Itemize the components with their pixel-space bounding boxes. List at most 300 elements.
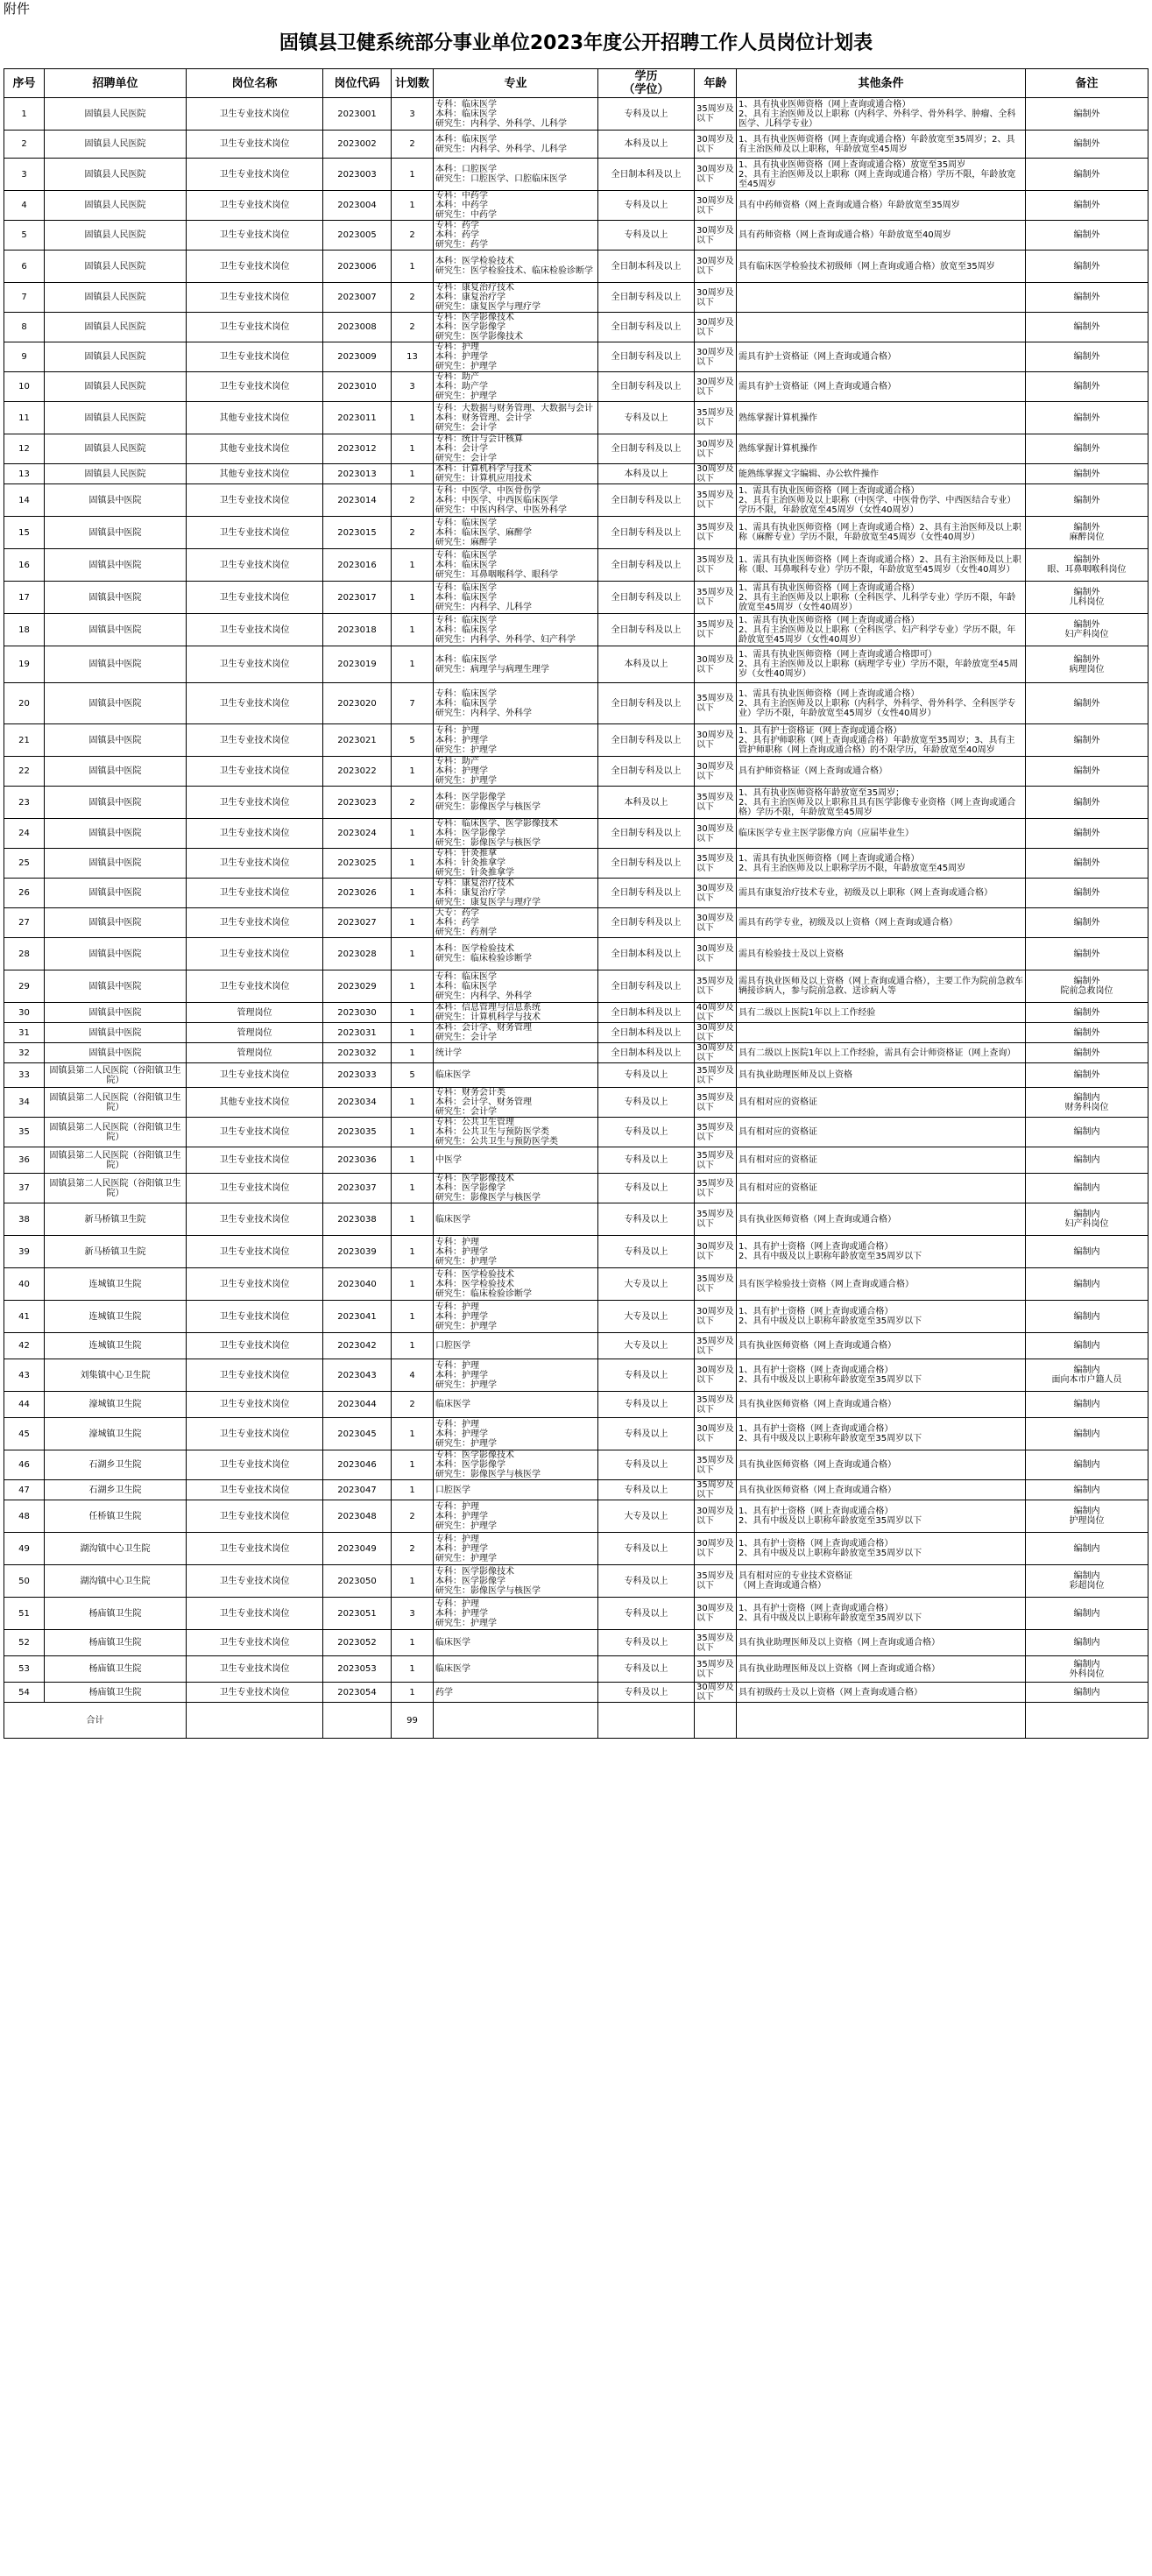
cell-major: 专科：助产 本科：护理学 研究生：护理学 [434,757,598,787]
cell-seq: 5 [4,221,45,251]
cell-seq: 11 [4,402,45,434]
cell-post: 卫生专业技术岗位 [187,879,323,908]
table-row [4,464,1148,484]
cell-post: 卫生专业技术岗位 [187,1533,323,1565]
cell-plan: 2 [392,787,434,819]
cell-education: 全日制专科及以上 [598,724,695,757]
cell-age: 30周岁及以下 [695,342,737,372]
cell-remarks: 编制外 [1026,724,1148,757]
cell-unit: 任桥镇卫生院 [45,1500,187,1533]
cell-post: 卫生专业技术岗位 [187,1450,323,1480]
table-row [4,582,1148,614]
cell-conditions: 具有二级以上医院1年以上工作经验，需具有会计师资格证（网上查询） [737,1043,1026,1063]
cell-conditions: 1、需具有执业医师资格（网上查询或通合格） 2、具有主治医师及以上职称（内科学、外科学、骨外科学、全科医学专业）学历不限，年龄放宽至45周岁（女性40周岁） [737,683,1026,724]
cell-plan: 3 [392,98,434,131]
cell-unit: 固镇县中医院 [45,683,187,724]
table-row [4,434,1148,464]
table-row [4,1359,1148,1392]
cell-seq: 18 [4,614,45,646]
cell-plan: 1 [392,1656,434,1683]
table-row [4,1630,1148,1656]
cell-conditions: 1、需具有执业医师资格（网上查询或通合格）2、具有主治医师及以上职称（眼、耳鼻喉科专业）学历不限，年龄放宽至45周岁（女性40周岁） [737,549,1026,582]
cell-post: 卫生专业技术岗位 [187,849,323,879]
empty-cell [323,1703,392,1739]
cell-major: 专科：临床医学、医学影像技术 本科：医学影像学 研究生：影像医学与核医学 [434,819,598,849]
cell-remarks: 编制内 [1026,1450,1148,1480]
cell-conditions: 需具有药学专业，初级及以上资格（网上查询或通合格） [737,908,1026,938]
cell-remarks: 编制外 [1026,402,1148,434]
cell-code: 2023043 [323,1359,392,1392]
cell-seq: 45 [4,1418,45,1450]
cell-age: 40周岁及以下 [695,1003,737,1023]
cell-remarks: 编制内 财务科岗位 [1026,1088,1148,1118]
cell-remarks: 编制内 [1026,1333,1148,1359]
cell-remarks: 编制内 [1026,1683,1148,1703]
cell-education: 大专及以上 [598,1500,695,1533]
cell-major: 本科：医学影像学 研究生：影像医学与核医学 [434,787,598,819]
table-row [4,849,1148,879]
cell-education: 全日制本科及以上 [598,159,695,191]
cell-remarks: 编制内 妇产科岗位 [1026,1203,1148,1236]
table-header-row [4,69,1148,98]
cell-post: 其他专业技术岗位 [187,464,323,484]
cell-seq: 34 [4,1088,45,1118]
cell-education: 专科及以上 [598,1174,695,1203]
table-row [4,131,1148,159]
cell-major: 专科：中医学、中医骨伤学 本科：中医学、中西医临床医学 研究生：中医内科学、中医外科学 [434,484,598,517]
cell-unit: 固镇县人民医院 [45,464,187,484]
cell-remarks: 编制外 [1026,283,1148,313]
cell-post: 其他专业技术岗位 [187,1088,323,1118]
cell-unit: 湖沟镇中心卫生院 [45,1565,187,1598]
cell-education: 全日制专科及以上 [598,283,695,313]
cell-remarks: 编制内 [1026,1268,1148,1301]
cell-plan: 2 [392,484,434,517]
cell-seq: 19 [4,646,45,683]
cell-age: 35周岁及以下 [695,614,737,646]
cell-seq: 38 [4,1203,45,1236]
cell-major: 本科：医学检验技术 研究生：临床检验诊断学 [434,938,598,970]
cell-seq: 8 [4,313,45,342]
cell-unit: 固镇县中医院 [45,646,187,683]
cell-conditions: 具有药师资格（网上查询或通合格）年龄放宽至40周岁 [737,221,1026,251]
cell-major: 专科：护理 本科：护理学 研究生：护理学 [434,1359,598,1392]
cell-unit: 连城镇卫生院 [45,1333,187,1359]
cell-education: 全日制专科及以上 [598,970,695,1003]
cell-post: 卫生专业技术岗位 [187,1392,323,1418]
cell-education: 大专及以上 [598,1333,695,1359]
cell-post: 卫生专业技术岗位 [187,1118,323,1147]
cell-plan: 1 [392,1565,434,1598]
cell-post: 卫生专业技术岗位 [187,970,323,1003]
cell-plan: 4 [392,1359,434,1392]
cell-seq: 39 [4,1236,45,1268]
cell-unit: 固镇县第二人民医院（谷阳镇卫生院） [45,1174,187,1203]
cell-remarks: 编制外 [1026,313,1148,342]
header-plan: 计划数 [392,69,434,98]
cell-plan: 5 [392,1063,434,1088]
cell-seq: 7 [4,283,45,313]
cell-age: 30周岁及以下 [695,434,737,464]
table-row [4,938,1148,970]
cell-post: 卫生专业技术岗位 [187,98,323,131]
table-row [4,283,1148,313]
cell-unit: 杨庙镇卫生院 [45,1630,187,1656]
cell-plan: 7 [392,683,434,724]
cell-remarks: 编制外 [1026,159,1148,191]
cell-age: 35周岁及以下 [695,1088,737,1118]
cell-code: 2023011 [323,402,392,434]
cell-unit: 固镇县第二人民医院（谷阳镇卫生院） [45,1147,187,1174]
table-row [4,251,1148,283]
cell-major: 本科：临床医学 研究生：内科学、外科学、儿科学 [434,131,598,159]
cell-unit: 固镇县人民医院 [45,372,187,402]
cell-conditions: 熟练掌握计算机操作 [737,434,1026,464]
cell-unit: 濠城镇卫生院 [45,1392,187,1418]
cell-age: 30周岁及以下 [695,221,737,251]
cell-post: 卫生专业技术岗位 [187,1203,323,1236]
cell-plan: 1 [392,1118,434,1147]
cell-post: 卫生专业技术岗位 [187,517,323,549]
table-row [4,1418,1148,1450]
cell-education: 全日制专科及以上 [598,582,695,614]
cell-post: 卫生专业技术岗位 [187,724,323,757]
cell-code: 2023007 [323,283,392,313]
cell-education: 专科及以上 [598,1598,695,1630]
cell-code: 2023005 [323,221,392,251]
cell-age: 30周岁及以下 [695,908,737,938]
attachment-label: 附件 [4,1,31,17]
cell-seq: 40 [4,1268,45,1301]
cell-post: 卫生专业技术岗位 [187,1063,323,1088]
empty-cell [598,1703,695,1739]
cell-code: 2023018 [323,614,392,646]
cell-unit: 固镇县中医院 [45,549,187,582]
cell-age: 35周岁及以下 [695,517,737,549]
cell-education: 专科及以上 [598,1236,695,1268]
cell-seq: 37 [4,1174,45,1203]
cell-unit: 固镇县人民医院 [45,159,187,191]
table-row [4,1333,1148,1359]
cell-age: 30周岁及以下 [695,1598,737,1630]
cell-seq: 43 [4,1359,45,1392]
cell-education: 专科及以上 [598,1392,695,1418]
cell-plan: 3 [392,372,434,402]
cell-conditions: 1、具有护士资格（网上查询或通合格） 2、具有中级及以上职称年龄放宽至35周岁以下 [737,1359,1026,1392]
cell-major: 本科：信息管理与信息系统 研究生：计算机科学与技术 [434,1003,598,1023]
cell-education: 全日制本科及以上 [598,251,695,283]
cell-post: 卫生专业技术岗位 [187,1236,323,1268]
cell-plan: 1 [392,1023,434,1043]
cell-plan: 1 [392,614,434,646]
cell-remarks: 编制外 [1026,434,1148,464]
cell-conditions: 具有相对应的资格证 [737,1118,1026,1147]
cell-unit: 固镇县第二人民医院（谷阳镇卫生院） [45,1088,187,1118]
cell-remarks: 编制外 麻醉岗位 [1026,517,1148,549]
cell-conditions: 1、需具有执业医师资格（网上查询或通合格即可） 2、具有主治医师及以上职称（病理学专业）学历不限，年龄放宽至45周岁（女性40周岁） [737,646,1026,683]
cell-education: 全日制专科及以上 [598,434,695,464]
cell-code: 2023014 [323,484,392,517]
cell-post: 卫生专业技术岗位 [187,159,323,191]
cell-education: 专科及以上 [598,1630,695,1656]
cell-code: 2023052 [323,1630,392,1656]
cell-education: 专科及以上 [598,1118,695,1147]
cell-major: 专科：临床医学 本科：临床医学 研究生：内科学、外科学 [434,683,598,724]
cell-code: 2023025 [323,849,392,879]
cell-remarks: 编制外 病理岗位 [1026,646,1148,683]
cell-age: 30周岁及以下 [695,1301,737,1333]
cell-unit: 刘集镇中心卫生院 [45,1359,187,1392]
cell-post: 卫生专业技术岗位 [187,342,323,372]
cell-education: 全日制专科及以上 [598,879,695,908]
cell-age: 35周岁及以下 [695,582,737,614]
cell-remarks: 编制外 [1026,98,1148,131]
cell-education: 全日制专科及以上 [598,614,695,646]
cell-plan: 2 [392,221,434,251]
cell-code: 2023020 [323,683,392,724]
cell-age: 35周岁及以下 [695,98,737,131]
cell-code: 2023002 [323,131,392,159]
cell-code: 2023028 [323,938,392,970]
cell-seq: 12 [4,434,45,464]
cell-plan: 2 [392,1500,434,1533]
cell-code: 2023040 [323,1268,392,1301]
cell-major: 本科：临床医学 研究生：病理学与病理生理学 [434,646,598,683]
cell-code: 2023022 [323,757,392,787]
cell-code: 2023046 [323,1450,392,1480]
cell-major: 临床医学 [434,1630,598,1656]
cell-education: 全日制专科及以上 [598,757,695,787]
cell-education: 全日制本科及以上 [598,1023,695,1043]
cell-education: 专科及以上 [598,1203,695,1236]
cell-code: 2023021 [323,724,392,757]
cell-age: 30周岁及以下 [695,724,737,757]
cell-major: 专科：护理 本科：护理学 研究生：护理学 [434,724,598,757]
cell-age: 35周岁及以下 [695,484,737,517]
cell-conditions: 需具有护士资格证（网上查询或通合格） [737,372,1026,402]
table-row [4,1598,1148,1630]
cell-code: 2023049 [323,1533,392,1565]
cell-age: 30周岁及以下 [695,938,737,970]
cell-plan: 1 [392,1333,434,1359]
cell-conditions: 具有执业医师资格（网上查询或通合格） [737,1480,1026,1500]
cell-age: 35周岁及以下 [695,1333,737,1359]
table-row [4,1236,1148,1268]
table-row [4,1023,1148,1043]
cell-major: 临床医学 [434,1063,598,1088]
cell-conditions: 1、具有护士资格（网上查询或通合格） 2、具有中级及以上职称年龄放宽至35周岁以下 [737,1418,1026,1450]
cell-age: 35周岁及以下 [695,683,737,724]
cell-remarks: 编制内 面向本市户籍人员 [1026,1359,1148,1392]
table-row [4,819,1148,849]
cell-seq: 27 [4,908,45,938]
cell-code: 2023009 [323,342,392,372]
cell-unit: 固镇县中医院 [45,517,187,549]
cell-seq: 25 [4,849,45,879]
cell-age: 35周岁及以下 [695,1565,737,1598]
cell-conditions: 1、需具有执业医师资格（网上查询或通合格） 2、具有主治医师及以上职称（全科医学、妇产科学专业）学历不限，年龄放宽至45周岁（女性40周岁） [737,614,1026,646]
cell-major: 临床医学 [434,1203,598,1236]
cell-post: 管理岗位 [187,1023,323,1043]
cell-seq: 28 [4,938,45,970]
cell-major: 本科：医学检验技术 研究生：医学检验技术、临床检验诊断学 [434,251,598,283]
table-row [4,1003,1148,1023]
cell-unit: 固镇县第二人民医院（谷阳镇卫生院） [45,1063,187,1088]
cell-age: 30周岁及以下 [695,1418,737,1450]
table-row [4,342,1148,372]
header-education: 学历 （学位） [598,69,695,98]
cell-unit: 固镇县人民医院 [45,221,187,251]
table-row [4,1656,1148,1683]
cell-unit: 固镇县中医院 [45,938,187,970]
cell-education: 专科及以上 [598,1063,695,1088]
cell-remarks: 编制外 [1026,938,1148,970]
cell-conditions: 具有医学检验技士资格（网上查询或通合格） [737,1268,1026,1301]
cell-unit: 杨庙镇卫生院 [45,1656,187,1683]
cell-major: 口腔医学 [434,1333,598,1359]
cell-post: 卫生专业技术岗位 [187,1418,323,1450]
cell-seq: 6 [4,251,45,283]
cell-major: 专科：临床医学 本科：临床医学 研究生：内科学、儿科学 [434,582,598,614]
cell-unit: 固镇县中医院 [45,1043,187,1063]
cell-education: 专科及以上 [598,1450,695,1480]
cell-plan: 3 [392,1598,434,1630]
cell-code: 2023004 [323,191,392,221]
cell-age: 30周岁及以下 [695,1683,737,1703]
cell-major: 专科：临床医学 本科：临床医学、麻醉学 研究生：麻醉学 [434,517,598,549]
cell-post: 卫生专业技术岗位 [187,1500,323,1533]
cell-conditions: 1、具有护士资格（网上查询或通合格） 2、具有中级及以上职称年龄放宽至35周岁以下 [737,1598,1026,1630]
cell-education: 全日制专科及以上 [598,313,695,342]
table-row [4,1533,1148,1565]
cell-unit: 固镇县人民医院 [45,313,187,342]
cell-conditions: 具有执业助理医师及以上资格 [737,1063,1026,1088]
cell-major: 专科：护理 本科：护理学 研究生：护理学 [434,342,598,372]
cell-age: 35周岁及以下 [695,1480,737,1500]
table-row [4,1500,1148,1533]
table-row [4,1392,1148,1418]
cell-remarks: 编制内 [1026,1418,1148,1450]
cell-conditions: 1、具有护士资格（网上查询或通合格） 2、具有中级及以上职称年龄放宽至35周岁以下 [737,1533,1026,1565]
table-row [4,787,1148,819]
cell-plan: 2 [392,313,434,342]
cell-code: 2023019 [323,646,392,683]
cell-conditions: 1、具有护士资格（网上查询或通合格） 2、具有中级及以上职称年龄放宽至35周岁以下 [737,1301,1026,1333]
cell-age: 35周岁及以下 [695,1656,737,1683]
page-title: 固镇县卫健系统部分事业单位2023年度公开招聘工作人员岗位计划表 [279,32,873,54]
table-row [4,1565,1148,1598]
cell-code: 2023035 [323,1118,392,1147]
cell-post: 卫生专业技术岗位 [187,787,323,819]
cell-seq: 2 [4,131,45,159]
cell-post: 管理岗位 [187,1003,323,1023]
cell-education: 全日制专科及以上 [598,549,695,582]
table-row [4,1203,1148,1236]
cell-plan: 1 [392,464,434,484]
cell-education: 专科及以上 [598,1533,695,1565]
cell-post: 其他专业技术岗位 [187,402,323,434]
cell-age: 30周岁及以下 [695,1236,737,1268]
cell-major: 药学 [434,1683,598,1703]
cell-seq: 17 [4,582,45,614]
cell-remarks: 编制外 [1026,757,1148,787]
cell-post: 卫生专业技术岗位 [187,221,323,251]
cell-seq: 44 [4,1392,45,1418]
cell-unit: 固镇县中医院 [45,787,187,819]
cell-remarks: 编制外 [1026,879,1148,908]
cell-remarks: 编制外 [1026,484,1148,517]
cell-age: 35周岁及以下 [695,1630,737,1656]
cell-post: 卫生专业技术岗位 [187,614,323,646]
cell-conditions: 具有中药师资格（网上查询或通合格）年龄放宽至35周岁 [737,191,1026,221]
cell-seq: 33 [4,1063,45,1088]
cell-remarks: 编制内 [1026,1598,1148,1630]
table-row [4,1480,1148,1500]
cell-age: 35周岁及以下 [695,1203,737,1236]
table-row [4,159,1148,191]
cell-post: 卫生专业技术岗位 [187,582,323,614]
cell-remarks: 编制内 彩超岗位 [1026,1565,1148,1598]
cell-unit: 固镇县中医院 [45,757,187,787]
cell-age: 35周岁及以下 [695,1063,737,1088]
cell-age: 35周岁及以下 [695,1174,737,1203]
cell-remarks: 编制外 院前急救岗位 [1026,970,1148,1003]
cell-plan: 1 [392,1174,434,1203]
cell-age: 30周岁及以下 [695,251,737,283]
cell-remarks: 编制内 [1026,1174,1148,1203]
cell-major: 专科：临床医学 本科：临床医学 研究生：内科学、外科学、妇产科学 [434,614,598,646]
cell-age: 35周岁及以下 [695,970,737,1003]
cell-education: 专科及以上 [598,221,695,251]
cell-seq: 21 [4,724,45,757]
cell-remarks: 编制内 [1026,1147,1148,1174]
cell-post: 卫生专业技术岗位 [187,1301,323,1333]
cell-seq: 10 [4,372,45,402]
cell-major: 专科：针灸推拿 本科：针灸推拿学 研究生：针灸推拿学 [434,849,598,879]
cell-remarks: 编制内 [1026,1533,1148,1565]
cell-age: 30周岁及以下 [695,757,737,787]
cell-remarks: 编制外 儿科岗位 [1026,582,1148,614]
recruitment-plan-table [4,68,1148,1739]
cell-plan: 5 [392,724,434,757]
cell-plan: 2 [392,283,434,313]
table-row [4,1174,1148,1203]
cell-conditions: 具有执业医师资格（网上查询或通合格） [737,1392,1026,1418]
cell-unit: 固镇县第二人民医院（谷阳镇卫生院） [45,1118,187,1147]
cell-seq: 20 [4,683,45,724]
cell-code: 2023034 [323,1088,392,1118]
table-row [4,879,1148,908]
cell-plan: 1 [392,757,434,787]
cell-conditions: 具有执业医师资格（网上查询或通合格） [737,1203,1026,1236]
cell-post: 卫生专业技术岗位 [187,938,323,970]
cell-plan: 1 [392,1088,434,1118]
cell-conditions: 具有执业助理医师及以上资格（网上查询或通合格） [737,1656,1026,1683]
cell-unit: 石湖乡卫生院 [45,1450,187,1480]
cell-age: 30周岁及以下 [695,879,737,908]
cell-remarks: 编制内 外科岗位 [1026,1656,1148,1683]
cell-seq: 41 [4,1301,45,1333]
cell-seq: 4 [4,191,45,221]
table-row [4,313,1148,342]
cell-plan: 1 [392,1450,434,1480]
cell-remarks: 编制内 [1026,1301,1148,1333]
cell-education: 专科及以上 [598,402,695,434]
cell-post: 卫生专业技术岗位 [187,251,323,283]
cell-unit: 新马桥镇卫生院 [45,1236,187,1268]
cell-seq: 36 [4,1147,45,1174]
cell-plan: 1 [392,646,434,683]
